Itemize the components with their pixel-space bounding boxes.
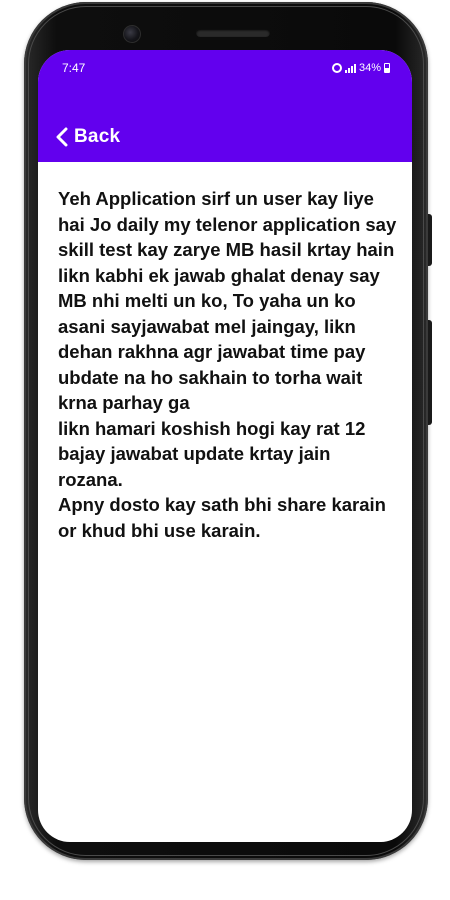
back-button[interactable]: [52, 118, 124, 156]
status-bar: [38, 50, 412, 86]
power-button: [428, 320, 432, 425]
volume-button: [428, 214, 432, 266]
app-bar: [38, 86, 412, 162]
status-time: 7:47: [62, 61, 86, 75]
back-label: Back: [74, 126, 121, 147]
screen: [38, 50, 412, 842]
info-text: [38, 162, 412, 543]
signal-icon: [345, 64, 356, 73]
battery-percent: 34%: [358, 62, 381, 74]
status-icons: [332, 62, 390, 74]
alarm-icon: [332, 63, 342, 73]
info-paragraph: Yeh Application sirf un user kay liye hai Jo daily my telenor application say skill test kay zarye MB hasil krtay hain likn kabhi ek jawab ghalat denay say MB nhi melti un ko, To yaha un ko asani sayjawabat mel jaingay, likn dehan rakhna agr jawabat time pay ubdate na ho sakhain to torha wait krna parhay ga: [58, 188, 397, 413]
battery-icon: [384, 63, 390, 73]
back-chevron-icon: [56, 127, 68, 147]
front-camera: [123, 25, 141, 43]
info-paragraph: likn hamari koshish hogi kay rat 12 bajay jawabat update krtay jain rozana.: [58, 417, 366, 490]
info-paragraph: Apny dosto kay sath bhi share karain or khud bhi use karain.: [58, 494, 386, 541]
phone-frame: [24, 2, 428, 860]
earpiece-speaker: [196, 29, 270, 37]
